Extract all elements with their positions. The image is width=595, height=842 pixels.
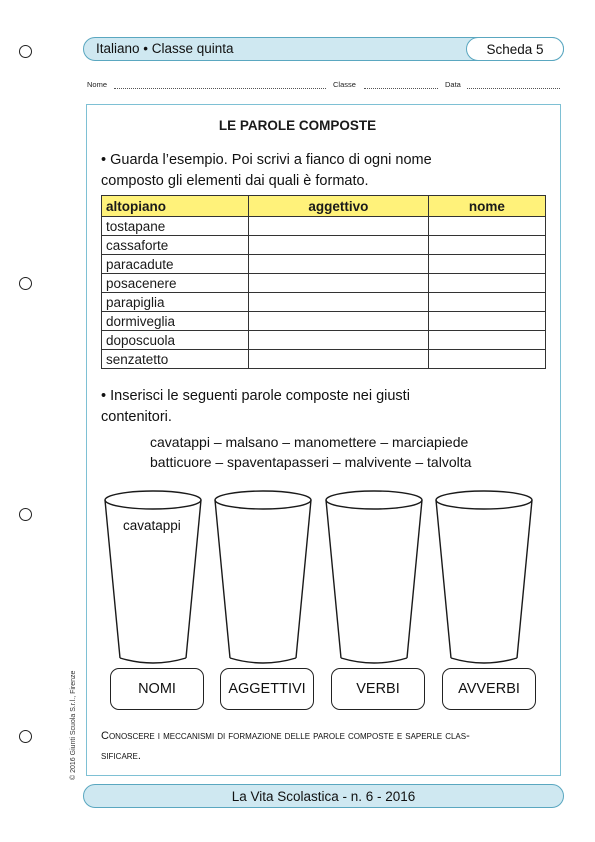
binder-hole-3 — [19, 508, 32, 521]
answer-cell[interactable] — [428, 255, 545, 274]
binder-hole-2 — [19, 277, 32, 290]
answer-cell[interactable] — [428, 331, 545, 350]
table-row — [102, 255, 546, 274]
answer-cell[interactable] — [428, 217, 545, 236]
label-avverbi: AVVERBI — [442, 668, 536, 710]
container-prefill-word: cavatappi — [123, 518, 181, 533]
container-glass-nomi — [105, 491, 201, 663]
table-row — [102, 331, 546, 350]
answer-cell[interactable] — [249, 331, 429, 350]
word-list-line-2: batticuore – spaventapasseri – malvivente – talvolta — [150, 454, 472, 470]
copyright-notice: © 2016 Giunti Scuola S.r.l., Firenze — [70, 670, 77, 780]
binder-hole-1 — [19, 45, 32, 58]
binder-hole-4 — [19, 730, 32, 743]
word-cell: doposcuola — [102, 331, 249, 350]
name-label: Nome — [87, 80, 108, 89]
instruction-1-line-2: composto gli elementi dai quali è formato. — [101, 173, 369, 189]
instruction-2 — [101, 386, 541, 428]
answer-cell[interactable] — [249, 255, 429, 274]
compound-words-table — [101, 195, 546, 369]
instruction-2-line-1: • Inserisci le seguenti parole composte nei giusti — [101, 388, 410, 404]
answer-cell[interactable] — [428, 274, 545, 293]
class-line[interactable] — [364, 88, 438, 89]
table-header-example: altopiano — [102, 196, 249, 217]
learning-objective — [101, 726, 549, 766]
class-label: Classe — [333, 80, 356, 89]
page-title: LE PAROLE COMPOSTE — [218, 118, 377, 133]
answer-cell[interactable] — [249, 350, 429, 369]
word-cell: parapiglia — [102, 293, 249, 312]
table-row — [102, 217, 546, 236]
word-cell: cassaforte — [102, 236, 249, 255]
word-cell: paracadute — [102, 255, 249, 274]
word-cell: posacenere — [102, 274, 249, 293]
sheet-number: Scheda 5 — [466, 37, 564, 61]
table-row — [102, 236, 546, 255]
header-subject: Italiano • Classe quinta — [96, 41, 234, 56]
name-line[interactable] — [114, 88, 326, 89]
answer-cell[interactable] — [249, 236, 429, 255]
table-header-adjective: aggettivo — [249, 196, 429, 217]
answer-cell[interactable] — [428, 293, 545, 312]
answer-cell[interactable] — [249, 217, 429, 236]
table-row — [102, 293, 546, 312]
label-nomi: NOMI — [110, 668, 204, 710]
label-verbi: VERBI — [331, 668, 425, 710]
container-glass-avverbi — [436, 491, 532, 663]
instruction-2-line-2: contenitori. — [101, 409, 172, 425]
student-fields — [87, 80, 562, 92]
instruction-1-line-1: • Guarda l’esempio. Poi scrivi a fianco di ogni nome — [101, 152, 432, 168]
table-row — [102, 350, 546, 369]
answer-cell[interactable] — [249, 312, 429, 331]
table-row — [102, 312, 546, 331]
container-glass-verbi — [326, 491, 422, 663]
answer-cell[interactable] — [428, 350, 545, 369]
instruction-1 — [101, 150, 541, 192]
objective-line-1: Conoscere i meccanismi di formazione delle parole composte e saperle clas- — [101, 730, 470, 742]
table-row — [102, 274, 546, 293]
answer-cell[interactable] — [249, 274, 429, 293]
date-label: Data — [445, 80, 461, 89]
word-list-line-1: cavatappi – malsano – manomettere – marciapiede — [150, 434, 469, 450]
container-glass-aggettivi — [215, 491, 311, 663]
label-aggettivi: AGGETTIVI — [220, 668, 314, 710]
answer-cell[interactable] — [249, 293, 429, 312]
word-cell: tostapane — [102, 217, 249, 236]
header-bar — [83, 37, 564, 61]
objective-line-2: sificare. — [101, 750, 141, 762]
answer-cell[interactable] — [428, 236, 545, 255]
table-header-noun: nome — [428, 196, 545, 217]
containers-illustration — [95, 485, 555, 670]
footer-bar: La Vita Scolastica - n. 6 - 2016 — [83, 784, 564, 808]
word-cell: dormiveglia — [102, 312, 249, 331]
word-cell: senzatetto — [102, 350, 249, 369]
answer-cell[interactable] — [428, 312, 545, 331]
date-line[interactable] — [467, 88, 560, 89]
